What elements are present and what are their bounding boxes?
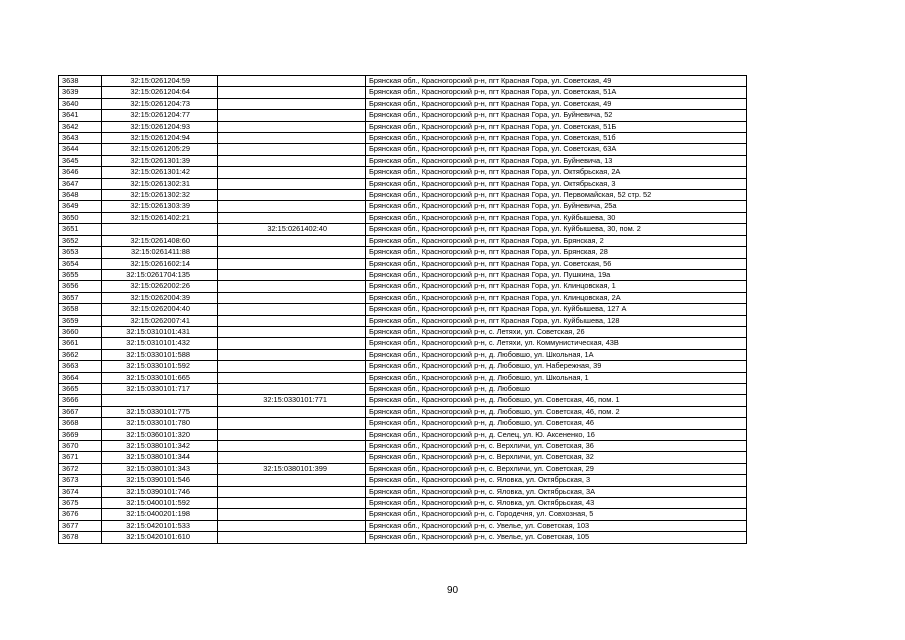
address-cell: Брянская обл., Красногорский р-н, д. Селец, ул. Ю. Аксененко, 16 [366, 429, 747, 440]
address-cell: Брянская обл., Красногорский р-н, с. Увелье, ул. Советская, 105 [366, 532, 747, 543]
address-cell: Брянская обл., Красногорский р-н, пгт Красная Гора, ул. Советская, 56 [366, 258, 747, 269]
table-row [59, 304, 747, 315]
row-number-cell: 3668 [59, 418, 102, 429]
table-row [59, 247, 747, 258]
address-cell: Брянская обл., Красногорский р-н, пгт Красная Гора, ул. Куйбышева, 30 [366, 212, 747, 223]
cadastral-number-cell: 32:15:0261408:60 [102, 235, 218, 246]
cadastral-number-cell: 32:15:0262004:40 [102, 304, 218, 315]
cadastral-number-cell: 32:15:0310101:432 [102, 338, 218, 349]
table-row [59, 361, 747, 372]
cadastral-number-cell: 32:15:0330101:665 [102, 372, 218, 383]
row-number-cell: 3661 [59, 338, 102, 349]
address-cell: Брянская обл., Красногорский р-н, д. Любовшо, ул. Набережная, 39 [366, 361, 747, 372]
table-row [59, 509, 747, 520]
row-number-cell: 3672 [59, 463, 102, 474]
row-number-cell: 3675 [59, 498, 102, 509]
cadastral-number-cell [102, 224, 218, 235]
related-cadastral-number-cell [218, 338, 366, 349]
table-row [59, 269, 747, 280]
table-row [59, 418, 747, 429]
table-row [59, 155, 747, 166]
table-row [59, 76, 747, 87]
address-cell: Брянская обл., Красногорский р-н, с. Яловка, ул. Октябрьская, 3А [366, 486, 747, 497]
address-cell: Брянская обл., Красногорский р-н, пгт Красная Гора, ул. Брянская, 2 [366, 235, 747, 246]
address-cell: Брянская обл., Красногорский р-н, д. Любовшо [366, 383, 747, 394]
address-cell: Брянская обл., Красногорский р-н, пгт Красная Гора, ул. Советская, 63А [366, 144, 747, 155]
row-number-cell: 3655 [59, 269, 102, 280]
row-number-cell: 3671 [59, 452, 102, 463]
table-row [59, 441, 747, 452]
table-row [59, 498, 747, 509]
row-number-cell: 3653 [59, 247, 102, 258]
cadastral-number-cell: 32:15:0261204:64 [102, 87, 218, 98]
table-row [59, 258, 747, 269]
related-cadastral-number-cell [218, 190, 366, 201]
cadastral-number-cell: 32:15:0261204:73 [102, 98, 218, 109]
table-row [59, 463, 747, 474]
property-table [58, 75, 747, 544]
cadastral-number-cell: 32:15:0330101:592 [102, 361, 218, 372]
related-cadastral-number-cell [218, 281, 366, 292]
related-cadastral-number-cell [218, 133, 366, 144]
related-cadastral-number-cell: 32:15:0261402:40 [218, 224, 366, 235]
address-cell: Брянская обл., Красногорский р-н, пгт Красная Гора, ул. Буйневича, 52 [366, 110, 747, 121]
address-cell: Брянская обл., Красногорский р-н, пгт Красная Гора, ул. Клинцовская, 2А [366, 292, 747, 303]
cadastral-number-cell: 32:15:0420101:610 [102, 532, 218, 543]
address-cell: Брянская обл., Красногорский р-н, пгт Красная Гора, ул. Куйбышева, 128 [366, 315, 747, 326]
address-cell: Брянская обл., Красногорский р-н, д. Любовшо, ул. Советская, 46, пом. 1 [366, 395, 747, 406]
row-number-cell: 3648 [59, 190, 102, 201]
address-cell: Брянская обл., Красногорский р-н, с. Летяхи, ул. Коммунистическая, 43В [366, 338, 747, 349]
row-number-cell: 3643 [59, 133, 102, 144]
cadastral-number-cell [102, 395, 218, 406]
row-number-cell: 3650 [59, 212, 102, 223]
row-number-cell: 3641 [59, 110, 102, 121]
cadastral-number-cell: 32:15:0261204:94 [102, 133, 218, 144]
table-row [59, 133, 747, 144]
cadastral-number-cell: 32:15:0262007:41 [102, 315, 218, 326]
table-row [59, 87, 747, 98]
related-cadastral-number-cell [218, 304, 366, 315]
row-number-cell: 3669 [59, 429, 102, 440]
row-number-cell: 3647 [59, 178, 102, 189]
address-cell: Брянская обл., Красногорский р-н, с. Летяхи, ул. Советская, 26 [366, 326, 747, 337]
table-row [59, 281, 747, 292]
table-row [59, 349, 747, 360]
cadastral-number-cell: 32:15:0330101:775 [102, 406, 218, 417]
table-row [59, 167, 747, 178]
address-cell: Брянская обл., Красногорский р-н, пгт Красная Гора, ул. Первомайская, 52 стр. 52 [366, 190, 747, 201]
table-row [59, 315, 747, 326]
table-row [59, 429, 747, 440]
row-number-cell: 3638 [59, 76, 102, 87]
address-cell: Брянская обл., Красногорский р-н, пгт Красная Гора, ул. Советская, 51б [366, 133, 747, 144]
address-cell: Брянская обл., Красногорский р-н, д. Любовшо, ул. Советская, 46, пом. 2 [366, 406, 747, 417]
table-row [59, 372, 747, 383]
address-cell: Брянская обл., Красногорский р-н, д. Любовшо, ул. Школьная, 1А [366, 349, 747, 360]
table-row [59, 110, 747, 121]
address-cell: Брянская обл., Красногорский р-н, с. Увелье, ул. Советская, 103 [366, 520, 747, 531]
table-row [59, 486, 747, 497]
cadastral-number-cell: 32:15:0261302:32 [102, 190, 218, 201]
related-cadastral-number-cell [218, 429, 366, 440]
page-number: 90 [446, 585, 459, 596]
related-cadastral-number-cell [218, 76, 366, 87]
cadastral-number-cell: 32:15:0330101:780 [102, 418, 218, 429]
related-cadastral-number-cell [218, 247, 366, 258]
related-cadastral-number-cell [218, 98, 366, 109]
related-cadastral-number-cell [218, 212, 366, 223]
row-number-cell: 3644 [59, 144, 102, 155]
cadastral-number-cell: 32:15:0261301:39 [102, 155, 218, 166]
cadastral-number-cell: 32:15:0330101:588 [102, 349, 218, 360]
cadastral-number-cell: 32:15:0360101:320 [102, 429, 218, 440]
row-number-cell: 3660 [59, 326, 102, 337]
row-number-cell: 3664 [59, 372, 102, 383]
address-cell: Брянская обл., Красногорский р-н, пгт Красная Гора, ул. Брянская, 28 [366, 247, 747, 258]
row-number-cell: 3640 [59, 98, 102, 109]
cadastral-number-cell: 32:15:0400201:198 [102, 509, 218, 520]
related-cadastral-number-cell [218, 167, 366, 178]
row-number-cell: 3676 [59, 509, 102, 520]
cadastral-number-cell: 32:15:0310101:431 [102, 326, 218, 337]
property-table-body [59, 76, 747, 544]
row-number-cell: 3667 [59, 406, 102, 417]
address-cell: Брянская обл., Красногорский р-н, д. Любовшо, ул. Советская, 46 [366, 418, 747, 429]
related-cadastral-number-cell [218, 269, 366, 280]
table-row [59, 235, 747, 246]
cadastral-number-cell: 32:15:0262004:39 [102, 292, 218, 303]
related-cadastral-number-cell [218, 372, 366, 383]
cadastral-number-cell: 32:15:0261205:29 [102, 144, 218, 155]
cadastral-number-cell: 32:15:0261402:21 [102, 212, 218, 223]
address-cell: Брянская обл., Красногорский р-н, пгт Красная Гора, ул. Куйбышева, 127 А [366, 304, 747, 315]
row-number-cell: 3666 [59, 395, 102, 406]
cadastral-number-cell: 32:15:0400101:592 [102, 498, 218, 509]
row-number-cell: 3659 [59, 315, 102, 326]
related-cadastral-number-cell [218, 235, 366, 246]
related-cadastral-number-cell [218, 520, 366, 531]
related-cadastral-number-cell [218, 292, 366, 303]
address-cell: Брянская обл., Красногорский р-н, пгт Красная Гора, ул. Октябрьская, 2А [366, 167, 747, 178]
row-number-cell: 3656 [59, 281, 102, 292]
table-row [59, 224, 747, 235]
related-cadastral-number-cell [218, 349, 366, 360]
row-number-cell: 3674 [59, 486, 102, 497]
address-cell: Брянская обл., Красногорский р-н, с. Верхличи, ул. Советская, 29 [366, 463, 747, 474]
address-cell: Брянская обл., Красногорский р-н, пгт Красная Гора, ул. Советская, 51А [366, 87, 747, 98]
cadastral-number-cell: 32:15:0261301:42 [102, 167, 218, 178]
address-cell: Брянская обл., Красногорский р-н, с. Городечня, ул. Совхозная, 5 [366, 509, 747, 520]
table-row [59, 406, 747, 417]
row-number-cell: 3662 [59, 349, 102, 360]
related-cadastral-number-cell [218, 509, 366, 520]
table-row [59, 212, 747, 223]
row-number-cell: 3649 [59, 201, 102, 212]
address-cell: Брянская обл., Красногорский р-н, с. Яловка, ул. Октябрьская, 3 [366, 475, 747, 486]
row-number-cell: 3652 [59, 235, 102, 246]
row-number-cell: 3654 [59, 258, 102, 269]
cadastral-number-cell: 32:15:0261303:39 [102, 201, 218, 212]
table-row [59, 121, 747, 132]
cadastral-number-cell: 32:15:0261204:93 [102, 121, 218, 132]
cadastral-number-cell: 32:15:0330101:717 [102, 383, 218, 394]
row-number-cell: 3665 [59, 383, 102, 394]
address-cell: Брянская обл., Красногорский р-н, пгт Красная Гора, ул. Пушкина, 19а [366, 269, 747, 280]
row-number-cell: 3657 [59, 292, 102, 303]
table-row [59, 292, 747, 303]
related-cadastral-number-cell [218, 418, 366, 429]
address-cell: Брянская обл., Красногорский р-н, пгт Красная Гора, ул. Куйбышева, 30, пом. 2 [366, 224, 747, 235]
table-row [59, 452, 747, 463]
related-cadastral-number-cell [218, 406, 366, 417]
table-row [59, 338, 747, 349]
related-cadastral-number-cell [218, 383, 366, 394]
cadastral-number-cell: 32:15:0261704:135 [102, 269, 218, 280]
address-cell: Брянская обл., Красногорский р-н, пгт Красная Гора, ул. Советская, 51Б [366, 121, 747, 132]
table-row [59, 383, 747, 394]
address-cell: Брянская обл., Красногорский р-н, пгт Красная Гора, ул. Буйневича, 25а [366, 201, 747, 212]
row-number-cell: 3677 [59, 520, 102, 531]
related-cadastral-number-cell [218, 315, 366, 326]
row-number-cell: 3646 [59, 167, 102, 178]
row-number-cell: 3642 [59, 121, 102, 132]
row-number-cell: 3658 [59, 304, 102, 315]
cadastral-number-cell: 32:15:0380101:342 [102, 441, 218, 452]
related-cadastral-number-cell [218, 441, 366, 452]
cadastral-number-cell: 32:15:0262002:26 [102, 281, 218, 292]
row-number-cell: 3670 [59, 441, 102, 452]
address-cell: Брянская обл., Красногорский р-н, пгт Красная Гора, ул. Буйневича, 13 [366, 155, 747, 166]
row-number-cell: 3678 [59, 532, 102, 543]
address-cell: Брянская обл., Красногорский р-н, пгт Красная Гора, ул. Клинцовская, 1 [366, 281, 747, 292]
table-row [59, 201, 747, 212]
table-row [59, 98, 747, 109]
address-cell: Брянская обл., Красногорский р-н, с. Верхличи, ул. Советская, 32 [366, 452, 747, 463]
table-row [59, 520, 747, 531]
row-number-cell: 3645 [59, 155, 102, 166]
related-cadastral-number-cell [218, 452, 366, 463]
address-cell: Брянская обл., Красногорский р-н, пгт Красная Гора, ул. Октябрьская, 3 [366, 178, 747, 189]
address-cell: Брянская обл., Красногорский р-н, пгт Красная Гора, ул. Советская, 49 [366, 76, 747, 87]
address-cell: Брянская обл., Красногорский р-н, д. Любовшо, ул. Школьная, 1 [366, 372, 747, 383]
table-row [59, 144, 747, 155]
related-cadastral-number-cell [218, 486, 366, 497]
table-row [59, 475, 747, 486]
related-cadastral-number-cell [218, 361, 366, 372]
related-cadastral-number-cell [218, 532, 366, 543]
cadastral-number-cell: 32:15:0390101:546 [102, 475, 218, 486]
related-cadastral-number-cell [218, 498, 366, 509]
related-cadastral-number-cell [218, 87, 366, 98]
related-cadastral-number-cell [218, 178, 366, 189]
related-cadastral-number-cell [218, 110, 366, 121]
cadastral-number-cell: 32:15:0261204:77 [102, 110, 218, 121]
table-row [59, 326, 747, 337]
related-cadastral-number-cell: 32:15:0330101:771 [218, 395, 366, 406]
cadastral-number-cell: 32:15:0380101:344 [102, 452, 218, 463]
related-cadastral-number-cell [218, 201, 366, 212]
related-cadastral-number-cell [218, 155, 366, 166]
table-row [59, 532, 747, 543]
cadastral-number-cell: 32:15:0261602:14 [102, 258, 218, 269]
related-cadastral-number-cell [218, 475, 366, 486]
related-cadastral-number-cell: 32:15:0380101:399 [218, 463, 366, 474]
cadastral-number-cell: 32:15:0261302:31 [102, 178, 218, 189]
row-number-cell: 3639 [59, 87, 102, 98]
address-cell: Брянская обл., Красногорский р-н, с. Верхличи, ул. Советская, 36 [366, 441, 747, 452]
cadastral-number-cell: 32:15:0390101:746 [102, 486, 218, 497]
related-cadastral-number-cell [218, 121, 366, 132]
cadastral-number-cell: 32:15:0420101:533 [102, 520, 218, 531]
table-row [59, 190, 747, 201]
address-cell: Брянская обл., Красногорский р-н, пгт Красная Гора, ул. Советская, 49 [366, 98, 747, 109]
row-number-cell: 3663 [59, 361, 102, 372]
row-number-cell: 3673 [59, 475, 102, 486]
related-cadastral-number-cell [218, 258, 366, 269]
address-cell: Брянская обл., Красногорский р-н, с. Яловка, ул. Октябрьская, 43 [366, 498, 747, 509]
cadastral-number-cell: 32:15:0261411:88 [102, 247, 218, 258]
table-row [59, 395, 747, 406]
cadastral-number-cell: 32:15:0261204:59 [102, 76, 218, 87]
related-cadastral-number-cell [218, 144, 366, 155]
row-number-cell: 3651 [59, 224, 102, 235]
related-cadastral-number-cell [218, 326, 366, 337]
table-row [59, 178, 747, 189]
cadastral-number-cell: 32:15:0380101:343 [102, 463, 218, 474]
